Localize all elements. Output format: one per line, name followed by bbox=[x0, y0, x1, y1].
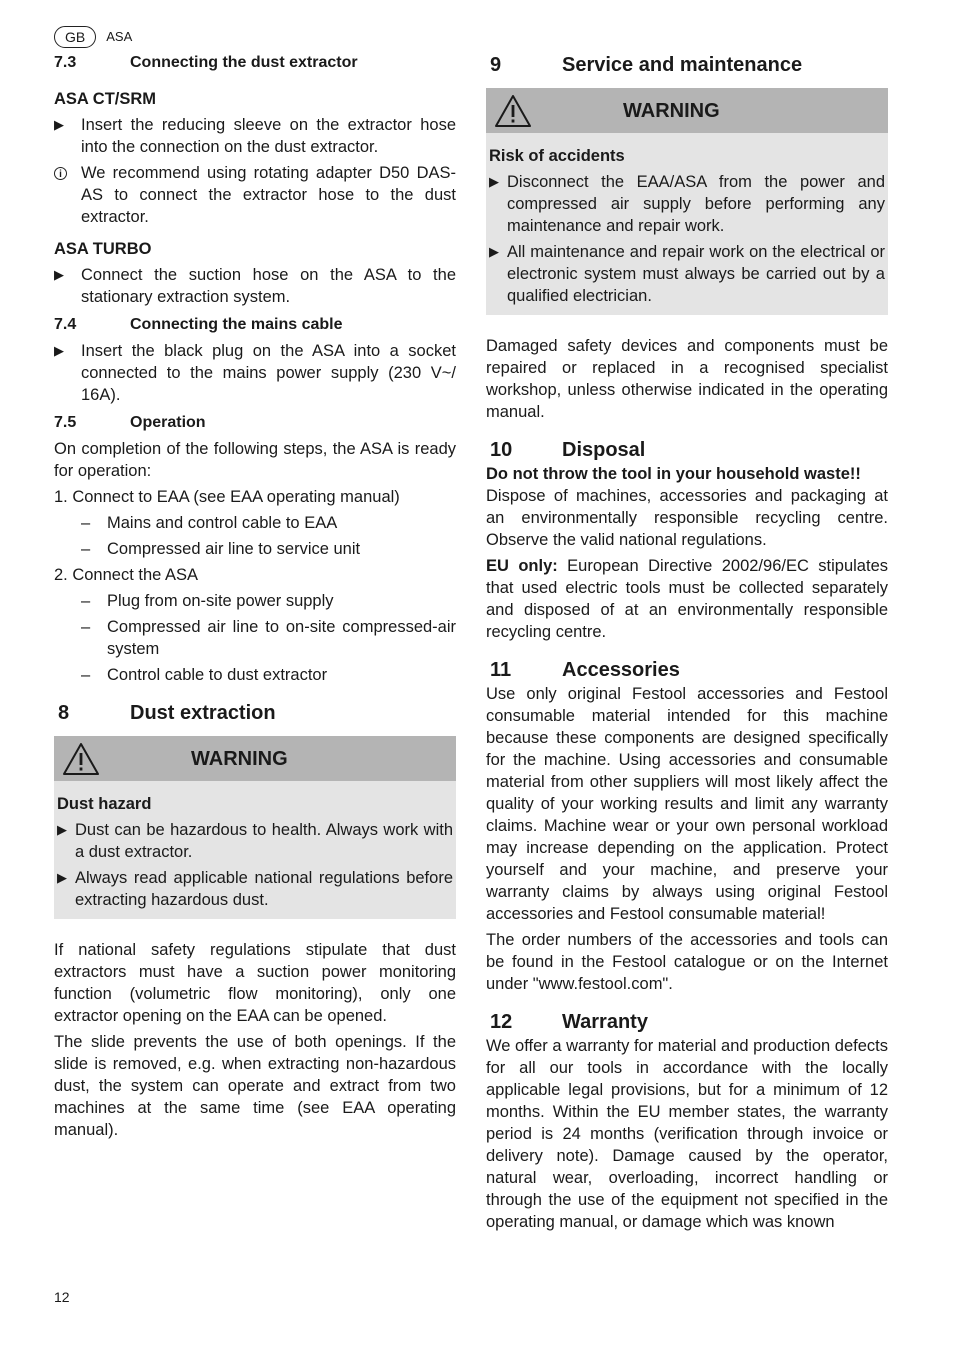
eu-directive-paragraph: EU only: European Directive 2002/96/EC stipulates that used electric tools must be collected separately and disposed of at an environmentally responsible recycling centre. bbox=[486, 557, 888, 641]
language-badge: GB bbox=[54, 26, 96, 48]
right-column bbox=[486, 52, 888, 1233]
warning-header bbox=[54, 736, 456, 781]
arrow-bullet-icon: ▶ bbox=[57, 870, 67, 885]
section-7-3-heading: 7.3 Connecting the dust extractor bbox=[54, 54, 358, 71]
list-item: – Mains and control cable to EAA bbox=[81, 514, 338, 532]
warning-title: WARNING bbox=[623, 99, 720, 122]
section-8-heading: 8 Dust extraction bbox=[58, 702, 276, 724]
arrow-bullet-icon: ▶ bbox=[57, 822, 67, 837]
page-number: 12 bbox=[54, 1289, 70, 1305]
list-item: – Compressed air line to on-site compressed-air system bbox=[81, 618, 456, 658]
warning-title: WARNING bbox=[191, 747, 288, 770]
arrow-bullet-icon: ▶ bbox=[489, 174, 499, 189]
list-item: – Plug from on-site power supply bbox=[81, 592, 334, 610]
section-7-5-heading: 7.5 Operation bbox=[54, 414, 206, 431]
info-note: i We recommend using rotating adapter D50 DAS-AS to connect the extractor hose to the dust extractor. bbox=[54, 162, 456, 228]
asa-turbo-heading: ASA TURBO bbox=[54, 240, 152, 258]
step-2: 2. Connect the ASA bbox=[54, 566, 199, 584]
dust-extraction-paragraph-1: If national safety regulations stipulate that dust extractors must have a suction power monitoring function (volumetric flow monitoring), only one extractor opening on the EAA can be opened. bbox=[54, 941, 456, 1025]
arrow-bullet-icon: ▶ bbox=[489, 244, 499, 259]
section-7-4-heading: 7.4 Connecting the mains cable bbox=[54, 316, 343, 333]
model-label: ASA bbox=[106, 29, 133, 44]
warning-header bbox=[486, 88, 888, 133]
step-1: 1. Connect to EAA (see EAA operating manual) bbox=[54, 488, 400, 506]
section-10-heading: 10 Disposal bbox=[490, 439, 646, 461]
hazard-title: Dust hazard bbox=[57, 795, 152, 813]
arrow-bullet-icon: ▶ bbox=[54, 267, 64, 282]
list-item: – Control cable to dust extractor bbox=[81, 666, 328, 684]
list-item: ▶ Dust can be hazardous to health. Always work with a dust extractor. bbox=[57, 821, 453, 861]
list-item: ▶ All maintenance and repair work on the electrical or electronic system must always be carried out by a qualified electrician. bbox=[489, 243, 885, 305]
warranty-paragraph: We offer a warranty for material and production defects for all our tools in accordance with the locally applicable legal provisions, but for a minimum of 12 months. Within the EU member states, the warranty period is 24 months (verification through invoice or delivery note). Damage caused by the operator, natural wear, overloading, incorrect handling or through the use of the equipment not specified in the operating manual, or damage which was known bbox=[486, 1037, 889, 1231]
dust-extraction-paragraph-2: The slide prevents the use of both openings. If the slide is removed, e.g. when extracting non-hazardous dust, the system can operate and extract from two machines at the same time (see EAA operating manual). bbox=[54, 1033, 456, 1139]
disposal-paragraph: Dispose of machines, accessories and packaging at an environmentally responsible recycling centre. Observe the valid national regulations. bbox=[486, 487, 888, 549]
arrow-bullet-icon: ▶ bbox=[54, 117, 64, 132]
household-waste-warning: Do not throw the tool in your household waste!! bbox=[486, 465, 861, 483]
warning-triangle-icon bbox=[494, 94, 532, 128]
list-item: ▶ Always read applicable national regulations before extracting hazardous dust. bbox=[57, 869, 453, 909]
list-item: ▶ Insert the reducing sleeve on the extractor hose into the connection on the dust extractor. bbox=[54, 116, 456, 156]
section-9-heading: 9 Service and maintenance bbox=[490, 54, 803, 76]
accessories-paragraph-2: The order numbers of the accessories and tools can be found in the Festool catalogue or on the Internet under "www.festool.com". bbox=[486, 931, 888, 993]
asa-ct-srm-heading: ASA CT/SRM bbox=[54, 90, 157, 108]
warning-box bbox=[486, 88, 888, 315]
arrow-bullet-icon: ▶ bbox=[54, 343, 64, 358]
warning-box bbox=[54, 736, 456, 919]
info-icon: i bbox=[54, 167, 67, 180]
hazard-title: Risk of accidents bbox=[489, 147, 625, 165]
accessories-paragraph-1: Use only original Festool accessories and Festool consumable material intended for this machine because these components are designed specifically for the machine. Using accessories and consumable material from other suppliers will most likely affect the quality of your working results and limit any warranty claims. Machine wear or your own personal workload may increase depending on the application. Protect yourself and your machine, and preserve your warranty claims by always using original Festool accessories and Festool consumable material! bbox=[486, 685, 888, 923]
page-header bbox=[54, 26, 132, 48]
operation-intro: On completion of the following steps, the ASA is ready for operation: bbox=[54, 440, 456, 480]
maintenance-paragraph: Damaged safety devices and components must be repaired or replaced in a recognised specialist workshop, unless otherwise indicated in the operating manual. bbox=[486, 337, 888, 421]
list-item: ▶ Connect the suction hose on the ASA to the stationary extraction system. bbox=[54, 266, 456, 306]
list-item: ▶ Disconnect the EAA/ASA from the power and compressed air supply before performing any maintenance and repair work. bbox=[489, 173, 885, 235]
left-column bbox=[54, 52, 456, 1141]
section-12-heading: 12 Warranty bbox=[490, 1011, 648, 1033]
section-11-heading: 11 Accessories bbox=[490, 659, 680, 681]
list-item: ▶ Insert the black plug on the ASA into a socket connected to the mains power supply (230 V~/ 16A). bbox=[54, 342, 456, 404]
warning-triangle-icon bbox=[62, 742, 100, 776]
list-item: – Compressed air line to service unit bbox=[81, 540, 361, 558]
